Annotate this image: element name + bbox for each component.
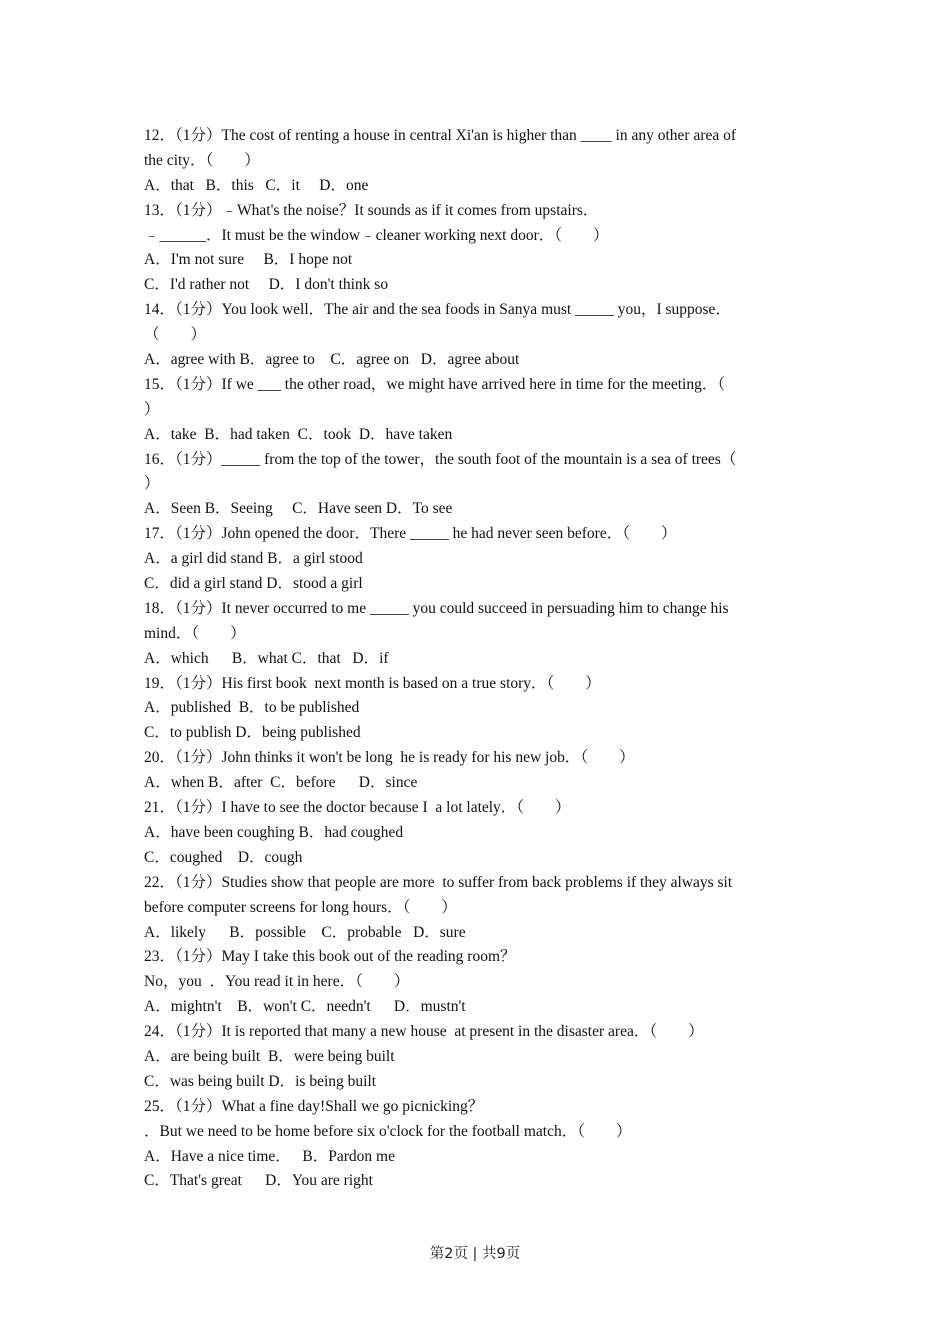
text-line: C．was being built D．is being built bbox=[144, 1072, 377, 1090]
text-line: 18．（1分）It never occurred to me _____ you could succeed in persuading him to change his bbox=[144, 599, 729, 617]
text-line: C．That's great D．You are right bbox=[144, 1172, 373, 1190]
text-line: 23．（1分）May I take this book out of the reading room？ bbox=[144, 948, 516, 966]
text-line: 21．（1分）I have to see the doctor because I a lot lately．（ ） bbox=[144, 799, 571, 817]
text-line: C．did a girl stand D．stood a girl bbox=[144, 575, 363, 593]
text-line: A．Seen B．Seeing C．Have seen D．To see bbox=[144, 500, 453, 518]
text-line: ） bbox=[144, 475, 160, 493]
text-line: A．which B．what C．that D．if bbox=[144, 649, 389, 667]
text-line: C．to publish D．being published bbox=[144, 724, 361, 742]
text-line: A．I'm not sure B．I hope not bbox=[144, 251, 353, 269]
text-line: 22．（1分）Studies show that people are more to suffer from back problems if they always sit bbox=[144, 873, 733, 891]
text-line: ．But we need to be home before six o'clock for the football match．（ ） bbox=[144, 1122, 632, 1140]
text-line: A．are being built B．were being built bbox=[144, 1047, 395, 1065]
text-line: 12．（1分）The cost of renting a house in central Xi'an is higher than ____ in any other area of bbox=[144, 127, 737, 144]
text-line: A．Have a nice time． B．Pardon me bbox=[144, 1147, 395, 1165]
text-line: 15．（1分）If we ___ the other road，we might have arrived here in time for the meeting．（ bbox=[144, 375, 726, 393]
text-line: 20．（1分）John thinks it won't be long he is ready for his new job．（ ） bbox=[144, 749, 635, 767]
text-line: before computer screens for long hours．（ ） bbox=[144, 898, 457, 916]
text-line: No，you ．You read it in here．（ ） bbox=[144, 973, 410, 991]
text-line: mind．（ ） bbox=[144, 624, 246, 642]
text-line: A．likely B．possible C．probable D．sure bbox=[144, 923, 466, 941]
text-line: 17．（1分）John opened the door．There _____ he had never seen before．（ ） bbox=[144, 525, 677, 543]
text-line: A．that B．this C．it D．one bbox=[144, 176, 369, 194]
text-line: 13．（1分）﹣What's the noise？It sounds as if it comes from upstairs． bbox=[144, 201, 599, 219]
question-list bbox=[144, 124, 804, 1194]
text-line: A．published B．to be published bbox=[144, 699, 360, 717]
text-line: 19．（1分）His first book next month is based on a true story．（ ） bbox=[144, 674, 601, 692]
page-footer: 第2页 | 共9页 bbox=[429, 1246, 521, 1262]
text-line: A．when B．after C．before D．since bbox=[144, 774, 418, 792]
text-line: A．a girl did stand B．a girl stood bbox=[144, 550, 363, 568]
text-line: ） bbox=[144, 400, 160, 418]
text-line: ﹣______．It must be the window﹣cleaner working next door．（ ） bbox=[144, 226, 609, 244]
text-line: C．coughed D．cough bbox=[144, 848, 303, 866]
text-line: 14．（1分）You look well．The air and the sea foods in Sanya must _____ you，I suppose． bbox=[144, 301, 731, 319]
text-line: A．agree with B．agree to C．agree on D．agree about bbox=[144, 351, 520, 369]
text-line: 24．（1分）It is reported that many a new house at present in the disaster area．（ ） bbox=[144, 1023, 704, 1041]
text-line: （ ） bbox=[144, 326, 207, 344]
text-line: the city．（ ） bbox=[144, 151, 260, 169]
text-line: A．take B．had taken C．took D．have taken bbox=[144, 425, 453, 443]
text-line: A．have been coughing B．had coughed bbox=[144, 823, 404, 841]
text-line: 25．（1分）What a fine day!Shall we go picnicking？ bbox=[144, 1097, 484, 1115]
text-line: 16．（1分）_____ from the top of the tower，the south foot of the mountain is a sea of trees（ bbox=[144, 450, 737, 468]
text-line: A．mightn't B．won't C．needn't D．mustn't bbox=[144, 998, 466, 1016]
text-line: C．I'd rather not D．I don't think so bbox=[144, 276, 389, 294]
